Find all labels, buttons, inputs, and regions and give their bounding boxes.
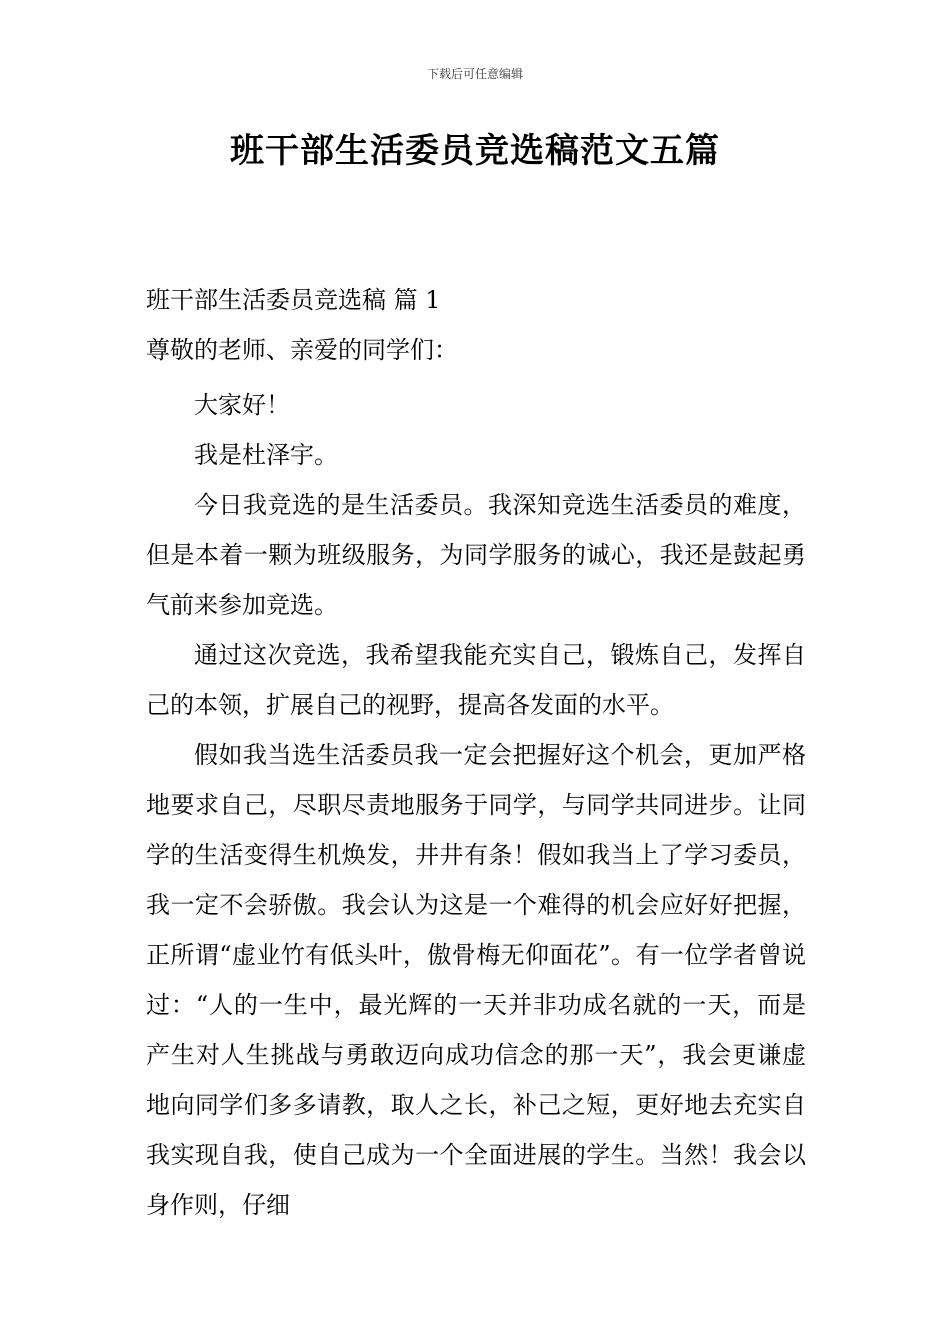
body-text — [146, 380, 806, 1230]
paragraph-commitment: 假如我当选生活委员我一定会把握好这个机会，更加严格地要求自己，尽职尽责地服务于同学，与同学共同进步。让同学的生活变得生机焕发，井井有条！假如我当上了学习委员，我一定不会骄傲。我会认为这是一个难得的机会应好好把握，正所谓“虚业竹有低头叶，傲骨梅无仰面花”。有一位学者曾说过：“人的一生中，最光辉的一天并非功成名就的一天，而是产生对人生挑战与勇敢迈向成功信念的那一天”，我会更谦虚地向同学们多多请教，取人之长，补己之短，更好地去充实自我实现自我，使自己成为一个全面进展的学生。当然！我会以身作则，仔细 — [146, 741, 806, 1219]
section-heading: 班干部生活委员竞选稿 篇 1 — [146, 286, 441, 314]
paragraph-candidacy: 今日我竞选的是生活委员。我深知竞选生活委员的难度，但是本着一颗为班级服务，为同学服务的诚心，我还是鼓起勇气前来参加竞选。 — [146, 491, 806, 619]
paragraph-introduction: 我是杜泽宇。 — [194, 441, 338, 469]
page-header-note: 下载后可任意编辑 — [426, 67, 523, 81]
paragraph-goals: 通过这次竞选，我希望我能充实自己，锻炼自己，发挥自己的本领，扩展自己的视野，提高各发面的水平。 — [146, 641, 806, 719]
paragraph-greeting: 大家好！ — [194, 391, 290, 419]
document-title: 班干部生活委员竞选稿范文五篇 — [230, 131, 720, 171]
salutation: 尊敬的老师、亲爱的同学们： — [146, 336, 458, 364]
